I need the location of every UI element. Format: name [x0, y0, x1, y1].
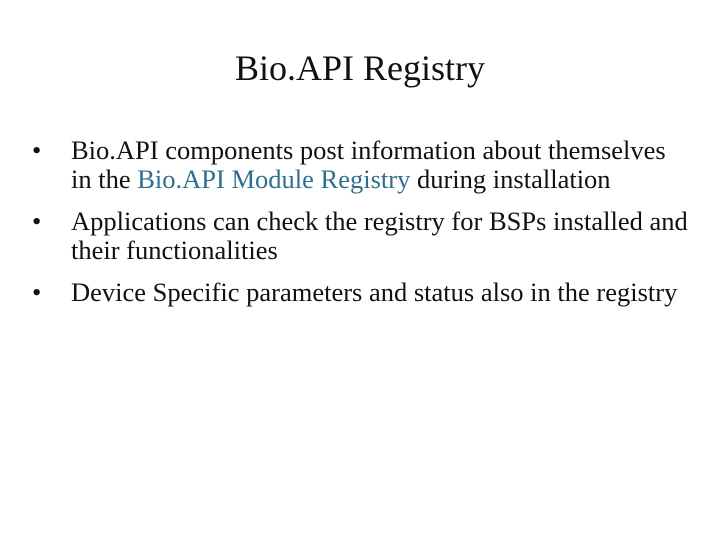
- bullet-icon: •: [32, 277, 42, 307]
- bullet-text: Device Specific parameters and status also in the registry: [71, 277, 678, 307]
- bullet-text-after: during installation: [410, 164, 611, 194]
- module-registry-link[interactable]: Bio.API Module Registry: [137, 164, 411, 194]
- bullet-text: Applications can check the registry for BSPs installed and their functionalities: [71, 206, 688, 265]
- bullet-item-applications: [32, 207, 692, 265]
- bullet-item-components: [32, 136, 692, 194]
- bullet-list: [32, 136, 692, 320]
- bullet-icon: •: [32, 135, 42, 165]
- bullet-text-before: Bio.API components post information about themselves in the: [71, 135, 666, 194]
- slide-title: Bio.API Registry: [234, 48, 485, 88]
- bullet-icon: •: [32, 206, 42, 236]
- bullet-item-device: [32, 278, 692, 307]
